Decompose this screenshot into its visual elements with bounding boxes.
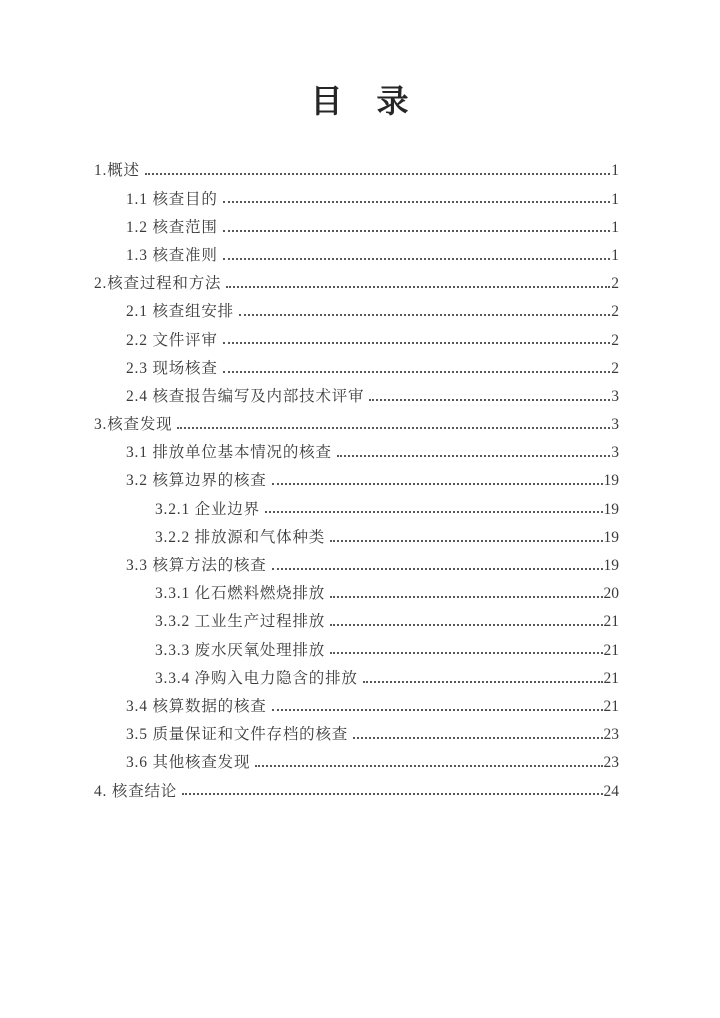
toc-entry-label: 3.6 其他核查发现 [126, 754, 251, 772]
dot-leader [330, 624, 602, 626]
toc-entry [94, 238, 619, 266]
toc-entry-page: 3 [611, 416, 619, 434]
toc-entry-page: 2 [611, 303, 619, 321]
toc-entry-label: 3.5 质量保证和文件存档的核查 [126, 726, 349, 744]
toc-entry [94, 379, 619, 407]
dot-leader [330, 652, 602, 654]
toc-entry-page: 3 [611, 387, 619, 405]
toc-entry-page: 3 [611, 444, 619, 462]
dot-leader [145, 173, 610, 175]
toc-entry-page: 2 [611, 359, 619, 377]
dot-leader [177, 427, 610, 429]
toc-entry-label: 3.核查发现 [94, 416, 173, 434]
dot-leader [223, 230, 611, 232]
dot-leader [353, 737, 602, 739]
toc-entry-label: 2.2 文件评审 [126, 331, 218, 349]
toc-entry [94, 322, 619, 350]
toc-entry [94, 153, 619, 181]
toc-entry [94, 717, 619, 745]
toc-entry-label: 3.4 核算数据的核查 [126, 697, 267, 715]
toc-entry-label: 1.概述 [94, 162, 140, 180]
dot-leader [182, 793, 602, 795]
toc-entry-page: 1 [611, 246, 619, 264]
toc-entry [94, 689, 619, 717]
toc-entry-label: 3.3.1 化石燃料燃烧排放 [155, 585, 326, 603]
page-title: 目 录 [310, 83, 410, 119]
toc-entry-page: 21 [603, 669, 619, 687]
toc-entry-label: 2.3 现场核查 [126, 359, 218, 377]
toc-entry-page: 1 [611, 162, 619, 180]
toc-entry-page: 19 [603, 528, 619, 546]
toc-entry [94, 266, 619, 294]
dot-leader [330, 596, 602, 598]
toc-entry-page: 20 [603, 585, 619, 603]
toc-entry [94, 491, 619, 519]
toc-entry [94, 181, 619, 209]
toc-entry [94, 632, 619, 660]
toc-entry-label: 3.2 核算边界的核查 [126, 472, 267, 490]
toc-entry [94, 350, 619, 378]
toc-entry [94, 773, 619, 801]
toc-entry-label: 3.2.1 企业边界 [155, 500, 260, 518]
toc-entry-label: 3.3 核算方法的核查 [126, 557, 267, 574]
toc-entry [94, 576, 619, 604]
toc-entry [94, 519, 619, 547]
toc-entry [94, 209, 619, 237]
toc-entry-label: 2.核查过程和方法 [94, 275, 222, 293]
toc-entry-page: 21 [603, 641, 619, 659]
table-of-contents [94, 153, 619, 801]
toc-entry-page: 2 [611, 275, 619, 293]
toc-entry-page: 23 [603, 726, 619, 744]
dot-leader [223, 201, 611, 203]
dot-leader [363, 681, 603, 683]
dot-leader [255, 765, 602, 767]
toc-entry-page: 19 [603, 500, 619, 518]
toc-entry-label: 3.3.4 净购入电力隐含的排放 [155, 669, 358, 687]
toc-entry-label: 2.1 核查组安排 [126, 303, 234, 321]
toc-entry-page: 19 [603, 557, 619, 574]
dot-leader [223, 258, 611, 260]
dot-leader [226, 286, 610, 288]
dot-leader [272, 709, 603, 711]
toc-entry [94, 548, 619, 576]
dot-leader [272, 568, 603, 570]
toc-entry-label: 1.3 核查准则 [126, 246, 218, 264]
dot-leader [369, 399, 610, 401]
dot-leader [265, 511, 603, 513]
toc-entry-page: 21 [603, 697, 619, 715]
toc-entry-page: 19 [603, 472, 619, 490]
dot-leader [272, 483, 603, 485]
toc-entry-label: 1.2 核查范围 [126, 218, 218, 236]
toc-entry-page: 2 [611, 331, 619, 349]
toc-entry-page: 24 [603, 782, 619, 800]
toc-entry [94, 604, 619, 632]
toc-entry-page: 1 [611, 218, 619, 236]
toc-entry-label: 2.4 核查报告编写及内部技术评审 [126, 387, 365, 405]
toc-entry [94, 435, 619, 463]
toc-entry-label: 1.1 核查目的 [126, 190, 218, 208]
dot-leader [223, 371, 611, 373]
dot-leader [337, 455, 610, 457]
toc-entry [94, 463, 619, 491]
toc-entry-label: 3.3.3 废水厌氧处理排放 [155, 641, 326, 659]
toc-entry [94, 660, 619, 688]
toc-entry [94, 294, 619, 322]
toc-entry-label: 3.2.2 排放源和气体种类 [155, 528, 326, 546]
toc-entry-page: 23 [603, 754, 619, 772]
toc-entry [94, 407, 619, 435]
toc-entry-label: 3.1 排放单位基本情况的核查 [126, 444, 332, 462]
dot-leader [239, 314, 610, 316]
toc-entry-label: 3.3.2 工业生产过程排放 [155, 613, 326, 631]
toc-entry-label: 4. 核查结论 [94, 782, 178, 800]
toc-entry-page: 21 [603, 613, 619, 631]
dot-leader [223, 342, 611, 344]
toc-entry [94, 745, 619, 773]
toc-entry-page: 1 [611, 190, 619, 208]
dot-leader [330, 540, 602, 542]
